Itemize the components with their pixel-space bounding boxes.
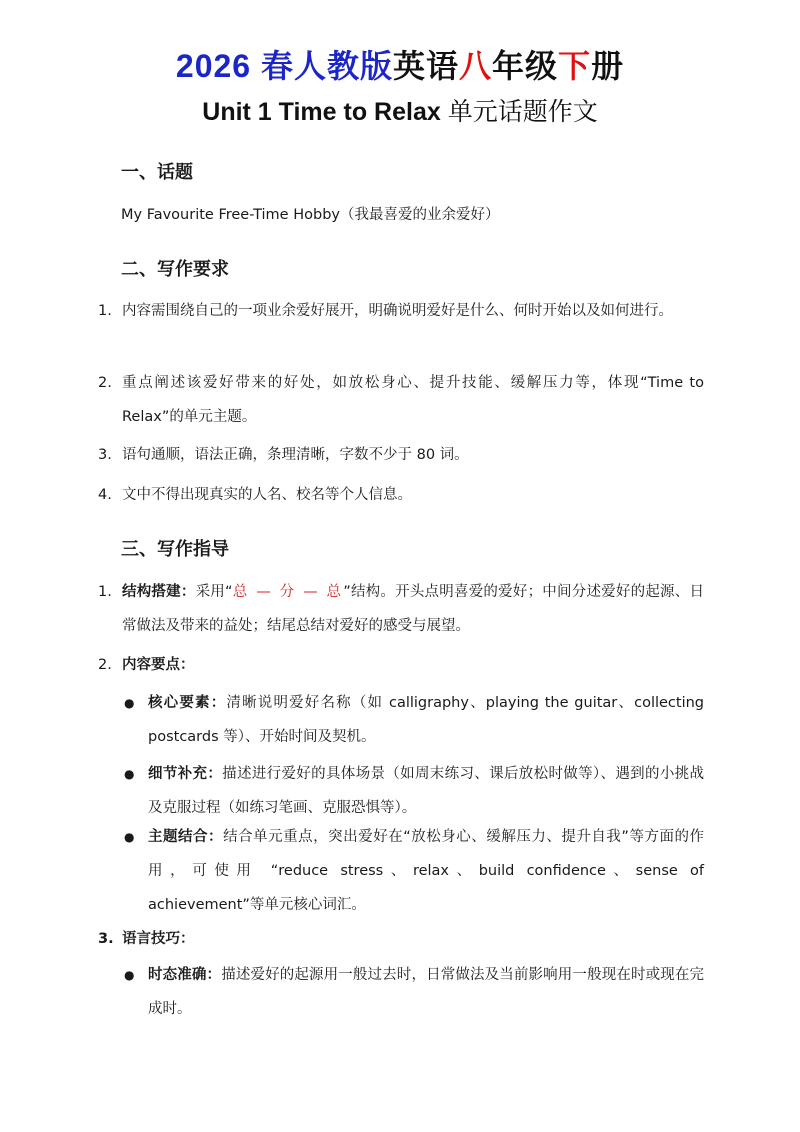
list-number: 3. <box>98 931 114 947</box>
requirement-item <box>98 366 704 434</box>
bullet-dot-icon: ● <box>124 696 135 710</box>
guidance-post: ”结构。开头点明喜爱的爱好；中间分述爱好的起源、日常做法及带来的益处；结尾总结对爱好的感受与展望。 <box>122 584 704 634</box>
list-number: 1. <box>98 584 112 600</box>
requirement-text: 内容需围绕自己的一项业余爱好展开，明确说明爱好是什么、何时开始以及如何进行。 <box>122 303 673 319</box>
bullet-body: 描述进行爱好的具体场景（如周末练习、课后放松时做等）、遇到的小挑战及克服过程（如练习笔画、克服恐惧等）。 <box>148 766 704 816</box>
requirement-item <box>98 478 704 512</box>
list-number: 4. <box>98 487 112 503</box>
page-subtitle <box>0 94 800 130</box>
bullet-item <box>124 958 704 1026</box>
title-part-subject: 英语 <box>393 48 460 84</box>
guidance-pre: 采用“ <box>195 584 233 600</box>
page-title <box>0 44 800 88</box>
title-part-book: 册 <box>591 48 625 84</box>
section-heading-requirements: 二、写作要求 <box>121 259 229 280</box>
bullet-text <box>148 686 704 754</box>
bullet-text <box>148 820 704 922</box>
requirement-text: 文中不得出现真实的人名、校名等个人信息。 <box>122 487 412 503</box>
requirement-text: 重点阐述该爱好带来的好处，如放松身心、提升技能、缓解压力等，体现“Time to Relax”的单元主题。 <box>122 375 704 425</box>
bullet-text <box>148 958 704 1026</box>
bullet-dot-icon: ● <box>124 830 135 844</box>
title-part-grade-number: 八 <box>459 48 493 84</box>
bullet-item <box>124 686 704 754</box>
bullet-label: 核心要素： <box>148 695 227 711</box>
requirement-item <box>98 438 704 472</box>
section-heading-guidance: 三、写作指导 <box>121 539 229 560</box>
guidance-text <box>122 575 704 643</box>
bullet-item <box>124 757 704 825</box>
bullet-label: 细节补充： <box>148 766 223 782</box>
guidance-item-language <box>98 922 704 956</box>
bullet-dot-icon: ● <box>124 767 135 781</box>
guidance-label: 语言技巧： <box>122 931 195 947</box>
subtitle-unit: Unit 1 Time to Relax <box>202 98 441 126</box>
list-number: 2. <box>98 657 112 673</box>
topic-text: My Favourite Free-Time Hobby（我最喜爱的业余爱好） <box>121 207 500 223</box>
title-part-grade-edition: 2026 春人教版 <box>175 48 393 84</box>
list-number: 3. <box>98 447 112 463</box>
list-number: 2. <box>98 375 112 391</box>
bullet-text <box>148 757 704 825</box>
section-heading-topic: 一、话题 <box>121 162 193 183</box>
requirement-item <box>98 294 704 328</box>
title-part-volume: 下 <box>558 48 592 84</box>
bullet-label: 主题结合： <box>148 829 224 845</box>
guidance-item-structure <box>98 575 704 643</box>
title-part-grade: 年级 <box>492 48 559 84</box>
bullet-body: 描述爱好的起源用一般过去时，日常做法及当前影响用一般现在时或现在完成时。 <box>148 967 705 1017</box>
bullet-dot-icon: ● <box>124 968 135 982</box>
bullet-body: 清晰说明爱好名称（如 calligraphy、playing the guitar、collecting postcards 等）、开始时间及契机。 <box>148 695 705 745</box>
subtitle-topic: 单元话题作文 <box>447 98 598 126</box>
requirement-text: 语句通顺，语法正确，条理清晰，字数不少于 80 词。 <box>122 447 469 463</box>
guidance-label: 内容要点： <box>122 657 195 673</box>
bullet-item <box>124 820 704 922</box>
structure-highlight: 总 — 分 — 总 <box>232 584 344 600</box>
list-number: 1. <box>98 303 112 319</box>
bullet-label: 时态准确： <box>148 967 222 983</box>
guidance-label: 结构搭建： <box>122 584 196 600</box>
bullet-body: 结合单元重点，突出爱好在“放松身心、缓解压力、提升自我”等方面的作用，可使用 “reduce stress、relax、build confidence、sense of achievement”等单元核心词汇。 <box>148 829 705 913</box>
guidance-item-content <box>98 648 704 682</box>
